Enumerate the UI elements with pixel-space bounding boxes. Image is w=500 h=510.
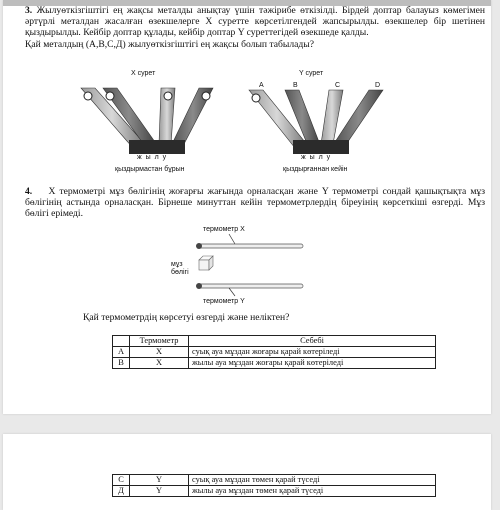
table-row: [113, 486, 436, 497]
option-thermometer: X: [130, 358, 189, 369]
option-reason: жылы ауа мұздан төмен қарай түседі: [189, 486, 436, 497]
question-3-number: 3.: [25, 5, 33, 16]
figure-y-rods: [249, 90, 383, 154]
heat-label-x: ж ы л у: [137, 154, 168, 161]
figure-x-rods: [81, 88, 213, 154]
figure-x-label: X сурет: [131, 70, 156, 77]
option-reason: суық ауа мұздан төмен қарай түседі: [189, 475, 436, 486]
question-3-prompt: Қай металдың (А,В,С,Д) жылуөткізгіштігі ең жақсы болып табылады?: [25, 38, 314, 50]
table-header: Термометр: [130, 336, 189, 347]
option-thermometer: Y: [130, 486, 189, 497]
table-row: [113, 475, 436, 486]
rod-letter-c: C: [335, 82, 341, 89]
question-4-number: 4.: [25, 186, 33, 197]
option-letter: A: [113, 347, 130, 358]
option-reason: жылы ауа мұздан жоғары қарай көтеріледі: [189, 358, 436, 369]
thermometer-x: [199, 244, 303, 248]
ice-cube: [199, 256, 213, 270]
answer-table-page1: [112, 335, 436, 369]
option-letter: C: [113, 475, 130, 486]
thermometer-y-label: термометр Y: [203, 298, 245, 305]
worksheet-page-1: [3, 0, 491, 414]
rod-letter-b: B: [293, 82, 298, 89]
thermometer-y: [199, 284, 303, 288]
table-header: Себебі: [189, 336, 436, 347]
option-letter: B: [113, 358, 130, 369]
option-reason: суық ауа мұздан жоғары қарай көтеріледі: [189, 347, 436, 358]
question-4-text: [25, 186, 485, 220]
answer-table-page2: [112, 474, 436, 497]
rods-figure: [3, 80, 491, 190]
table-row: [113, 358, 436, 369]
table-header: [113, 336, 130, 347]
option-letter: Д: [113, 486, 130, 497]
figure-y-label: Y сурет: [299, 70, 324, 77]
table-row: [113, 347, 436, 358]
worksheet-page-2: [3, 434, 491, 510]
thermometer-figure: [3, 232, 491, 312]
option-thermometer: Y: [130, 475, 189, 486]
caption-before-heating: қыздырмастан бұрын: [115, 166, 185, 173]
option-thermometer: X: [130, 347, 189, 358]
question-4-body: X термометрі мұз бөлігінің жоғарғы жағында орналасқан және Y термометрі сондай қашықтықта мұз бөлігінің астында орналасқан. Бірнеше минуттан кейін термометрлердің біреуінің көрсеткіші өзгерді. Мұз бөлігі ерімеді.: [25, 186, 485, 220]
table-header-row: [113, 336, 436, 347]
question-4-prompt: Қай термометрдің көрсетуі өзгерді және неліктен?: [83, 312, 290, 323]
rod-letter-a: A: [259, 82, 264, 89]
heat-label-y: ж ы л у: [301, 154, 332, 161]
question-3-text: [25, 5, 485, 50]
question-3-body: Жылуөткізгіштігі ең жақсы металды анықтау үшін тәжірибе өткізілді. Бірдей доптар балауыз көмегімен әртүрлі металдан жасалған өзекшелерге X суретте көрсетілгендей жапсырылды. өзекшелер бір шетінен қыздырылды. Кейбір доптар құлады, кейбір доптар Y суреттегідей өзекшеде қалды.: [25, 5, 485, 39]
thermometer-x-label: термометр X: [203, 226, 245, 233]
ice-label: мұз бөлігі: [171, 261, 189, 276]
rod-letter-d: D: [375, 82, 381, 89]
caption-after-heating: қыздырғаннан кейін: [283, 166, 348, 173]
